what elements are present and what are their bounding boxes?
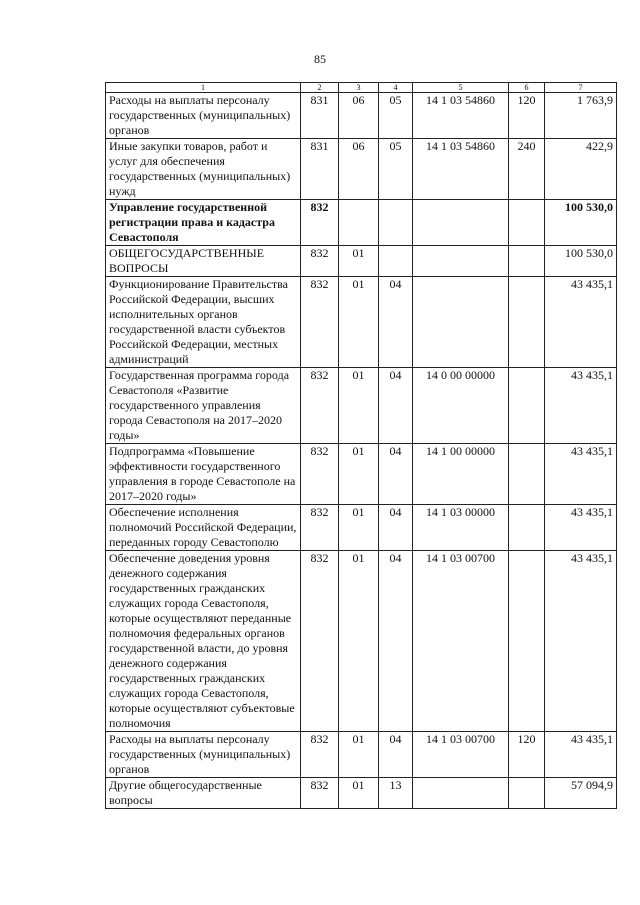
- table-row: [106, 505, 617, 551]
- department-code: 831: [301, 139, 339, 200]
- subsection-code: 05: [379, 139, 413, 200]
- table-row: [106, 551, 617, 732]
- department-code: 832: [301, 505, 339, 551]
- column-number: 3: [339, 83, 379, 93]
- row-name: Другие общегосударственные вопросы: [106, 778, 301, 809]
- expense-type-code: [509, 368, 545, 444]
- column-number-row: [106, 83, 617, 93]
- row-name: Управление государственной регистрации права и кадастра Севастополя: [106, 200, 301, 246]
- section-code: 01: [339, 732, 379, 778]
- amount: 43 435,1: [545, 505, 617, 551]
- section-code: 01: [339, 778, 379, 809]
- department-code: 832: [301, 732, 339, 778]
- column-number: 2: [301, 83, 339, 93]
- target-article-code: 14 1 03 00000: [413, 505, 509, 551]
- row-name: Расходы на выплаты персоналу государственных (муниципальных) органов: [106, 93, 301, 139]
- subsection-code: 04: [379, 551, 413, 732]
- table-row: [106, 246, 617, 277]
- row-name: ОБЩЕГОСУДАРСТВЕННЫЕ ВОПРОСЫ: [106, 246, 301, 277]
- row-name: Государственная программа города Севастополя «Развитие государственного управления города Севастополя на 2017–2020 годы»: [106, 368, 301, 444]
- expense-type-code: [509, 505, 545, 551]
- target-article-code: [413, 246, 509, 277]
- section-code: 06: [339, 139, 379, 200]
- department-code: 832: [301, 444, 339, 505]
- table-row: [106, 778, 617, 809]
- expense-type-code: [509, 246, 545, 277]
- section-code: 01: [339, 505, 379, 551]
- department-code: 832: [301, 200, 339, 246]
- table-row: [106, 200, 617, 246]
- row-name: Подпрограмма «Повышение эффективности государственного управления в городе Севастополе на 2017–2020 годы»: [106, 444, 301, 505]
- expense-type-code: 120: [509, 93, 545, 139]
- subsection-code: 04: [379, 732, 413, 778]
- expense-type-code: [509, 551, 545, 732]
- subsection-code: 13: [379, 778, 413, 809]
- amount: 1 763,9: [545, 93, 617, 139]
- column-number: 7: [545, 83, 617, 93]
- expense-type-code: 120: [509, 732, 545, 778]
- column-number: 6: [509, 83, 545, 93]
- target-article-code: 14 1 03 00700: [413, 551, 509, 732]
- target-article-code: 14 0 00 00000: [413, 368, 509, 444]
- department-code: 832: [301, 277, 339, 368]
- department-code: 832: [301, 368, 339, 444]
- row-name: Обеспечение исполнения полномочий Российской Федерации, переданных городу Севастополю: [106, 505, 301, 551]
- subsection-code: 05: [379, 93, 413, 139]
- section-code: 01: [339, 444, 379, 505]
- budget-table: [105, 82, 617, 809]
- section-code: 01: [339, 551, 379, 732]
- section-code: 01: [339, 277, 379, 368]
- target-article-code: [413, 277, 509, 368]
- subsection-code: 04: [379, 277, 413, 368]
- subsection-code: [379, 246, 413, 277]
- table-row: [106, 277, 617, 368]
- expense-type-code: [509, 778, 545, 809]
- target-article-code: 14 1 03 54860: [413, 93, 509, 139]
- table-row: [106, 93, 617, 139]
- subsection-code: 04: [379, 505, 413, 551]
- expense-type-code: [509, 277, 545, 368]
- amount: 57 094,9: [545, 778, 617, 809]
- amount: 43 435,1: [545, 277, 617, 368]
- amount: 100 530,0: [545, 246, 617, 277]
- amount: 422,9: [545, 139, 617, 200]
- subsection-code: 04: [379, 444, 413, 505]
- expense-type-code: [509, 200, 545, 246]
- subsection-code: [379, 200, 413, 246]
- column-number: 1: [106, 83, 301, 93]
- amount: 43 435,1: [545, 732, 617, 778]
- section-code: 01: [339, 368, 379, 444]
- department-code: 832: [301, 246, 339, 277]
- department-code: 831: [301, 93, 339, 139]
- amount: 43 435,1: [545, 444, 617, 505]
- amount: 100 530,0: [545, 200, 617, 246]
- target-article-code: [413, 200, 509, 246]
- row-name: Иные закупки товаров, работ и услуг для обеспечения государственных (муниципальных) нужд: [106, 139, 301, 200]
- target-article-code: [413, 778, 509, 809]
- column-number: 5: [413, 83, 509, 93]
- row-name: Функционирование Правительства Российской Федерации, высших исполнительных органов государственной власти субъектов Российской Федерации, местных администраций: [106, 277, 301, 368]
- expense-type-code: 240: [509, 139, 545, 200]
- page-number: 85: [314, 52, 326, 66]
- department-code: 832: [301, 778, 339, 809]
- table-row: [106, 444, 617, 505]
- table-row: [106, 139, 617, 200]
- section-code: [339, 200, 379, 246]
- department-code: 832: [301, 551, 339, 732]
- section-code: 06: [339, 93, 379, 139]
- amount: 43 435,1: [545, 368, 617, 444]
- table-row: [106, 368, 617, 444]
- amount: 43 435,1: [545, 551, 617, 732]
- target-article-code: 14 1 03 00700: [413, 732, 509, 778]
- table-row: [106, 732, 617, 778]
- target-article-code: 14 1 03 54860: [413, 139, 509, 200]
- row-name: Расходы на выплаты персоналу государственных (муниципальных) органов: [106, 732, 301, 778]
- section-code: 01: [339, 246, 379, 277]
- column-number: 4: [379, 83, 413, 93]
- expense-type-code: [509, 444, 545, 505]
- target-article-code: 14 1 00 00000: [413, 444, 509, 505]
- subsection-code: 04: [379, 368, 413, 444]
- row-name: Обеспечение доведения уровня денежного содержания государственных гражданских служащих города Севастополя, которые осуществляют переданные полномочия федеральных органов государственной власти, до уровня денежного содержания государственных гражданских служащих города Севастополя, которые осуществляют субъектовые полномочия: [106, 551, 301, 732]
